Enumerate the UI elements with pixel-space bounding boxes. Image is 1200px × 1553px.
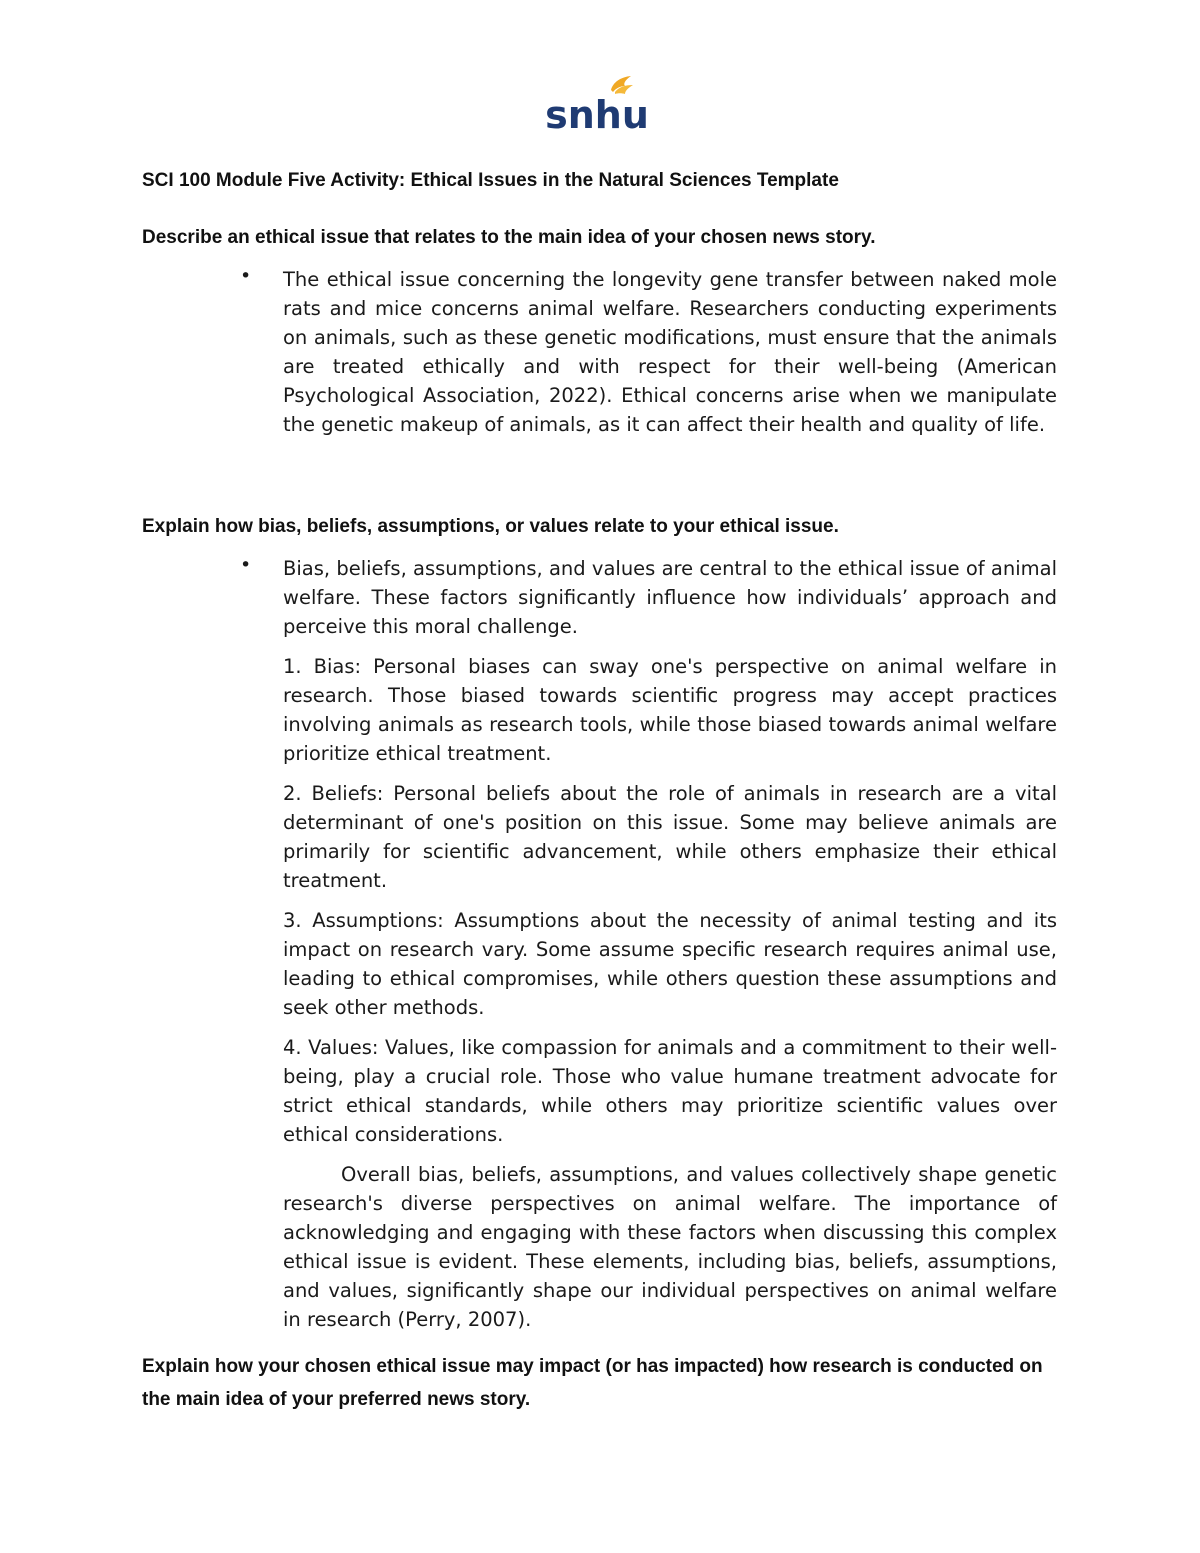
answer-2 <box>283 554 1057 1345</box>
answer-2-intro: Bias, beliefs, assumptions, and values are central to the ethical issue of animal welfare. These factors significantly influence how individuals’ approach and perceive this moral challenge. <box>283 557 1057 638</box>
bullet-1: • <box>240 265 252 287</box>
answer-1: The ethical issue concerning the longevity gene transfer between naked mole rats and mice concerns animal welfare. Researchers conducting experiments on animals, such as these genetic modifications, must ensure that the animals are treated ethically and with respect for their well-being (American Psychological Association, 2022). Ethical concerns arise when we manipulate the genetic makeup of animals, as it can affect their health and quality of life. <box>283 268 1057 436</box>
answer-2-conclusion: Overall bias, beliefs, assumptions, and values collectively shape genetic research's diverse perspectives on animal welfare. The importance of acknowledging and engaging with these factors when discussing this complex ethical issue is evident. These elements, including bias, beliefs, assumptions, and values, significantly shape our individual perspectives on animal welfare in research (Perry, 2007). <box>283 1163 1057 1331</box>
answer-2-bias: 1. Bias: Personal biases can sway one's perspective on animal welfare in research. Those biased towards scientific progress may accept practices involving animals as research tools, while those biased towards animal welfare prioritize ethical treatment. <box>283 655 1057 765</box>
question-2: Explain how bias, beliefs, assumptions, or values relate to your ethical issue. <box>142 516 839 537</box>
document-title: SCI 100 Module Five Activity: Ethical Issues in the Natural Sciences Template <box>142 170 839 191</box>
question-3: Explain how your chosen ethical issue may impact (or has impacted) how research is conducted on the main idea of your preferred news story. <box>142 1356 1043 1410</box>
answer-2-assumptions: 3. Assumptions: Assumptions about the necessity of animal testing and its impact on research vary. Some assume specific research requires animal use, leading to ethical compromises, while others question these assumptions and seek other methods. <box>283 909 1057 1019</box>
snhu-logo <box>545 72 649 137</box>
flame-icon <box>545 72 649 137</box>
logo-text: snhu <box>545 93 649 137</box>
answer-2-values: 4. Values: Values, like compassion for animals and a commitment to their well-being, play a crucial role. Those who value humane treatment advocate for strict ethical standards, while others may prioritize scientific values over ethical considerations. <box>283 1036 1057 1146</box>
bullet-2: • <box>240 554 252 576</box>
question-1: Describe an ethical issue that relates to the main idea of your chosen news story. <box>142 227 876 248</box>
answer-2-beliefs: 2. Beliefs: Personal beliefs about the role of animals in research are a vital determinant of one's position on this issue. Some may believe animals are primarily for scientific advancement, while others emphasize their ethical treatment. <box>283 782 1057 892</box>
